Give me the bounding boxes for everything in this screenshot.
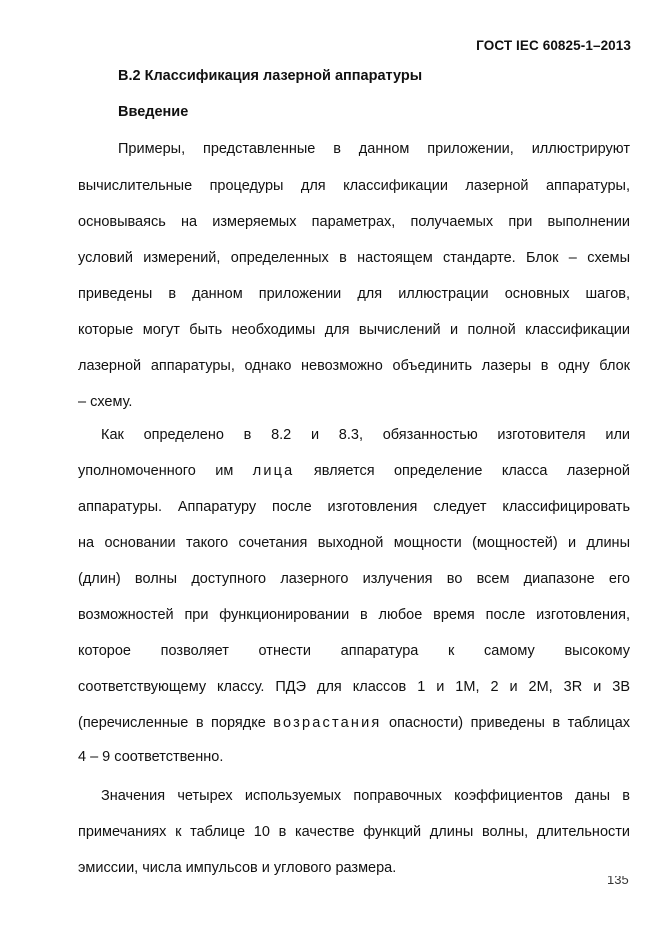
text-fragment: (перечисленные в порядке <box>78 715 266 731</box>
paragraph-1-line: условий измерений, определенных в настоящем стандарте. Блок – схемы <box>78 250 630 266</box>
page-number: 135 <box>607 876 629 884</box>
paragraph-1-line: приведены в данном приложении для иллюстрации основных шагов, <box>78 286 630 302</box>
paragraph-2-line: аппаратуры. Аппаратуру после изготовления следует классифицировать <box>78 499 630 515</box>
standard-header: ГОСТ IEC 60825-1–2013 <box>476 38 631 53</box>
paragraph-1-line: – схему. <box>78 394 133 410</box>
text-fragment: уполномоченного им <box>78 463 234 479</box>
paragraph-2-line: Как определено в 8.2 и 8.3, обязанностью изготовителя или <box>101 427 630 443</box>
paragraph-3-line: примечаниях к таблице 10 в качестве функций длины волны, длительности <box>78 824 630 840</box>
paragraph-1-line: вычислительные процедуры для классификации лазерной аппаратуры, <box>78 178 630 194</box>
paragraph-2-line: (длин) волны доступного лазерного излучения во всем диапазоне его <box>78 571 630 587</box>
paragraph-2-line: на основании такого сочетания выходной мощности (мощностей) и длины <box>78 535 630 551</box>
subsection-title: Введение <box>118 104 189 120</box>
paragraph-1-line: лазерной аппаратуры, однако невозможно объединить лазеры в одну блок <box>78 358 630 374</box>
paragraph-3-line: Значения четырех используемых поправочных коэффициентов даны в <box>101 788 630 804</box>
spaced-word: возрастания <box>273 715 382 731</box>
text-fragment: опасности) приведены в таблицах <box>389 715 631 731</box>
paragraph-2-line: возможностей при функционировании в любое время после изготовления, <box>78 607 630 623</box>
paragraph-1-line: которые могут быть необходимы для вычислений и полной классификации <box>78 322 630 338</box>
paragraph-2-line: которое позволяет отнести аппаратура к самому высокому <box>78 643 630 659</box>
text-fragment: является определение класса лазерной <box>313 463 630 479</box>
paragraph-2-line: соответствующему классу. ПДЭ для классов 1 и 1М, 2 и 2М, 3R и 3В <box>78 679 630 695</box>
paragraph-1-line: основываясь на измеряемых параметрах, получаемых при выполнении <box>78 214 630 230</box>
spaced-word: лица <box>252 463 295 479</box>
paragraph-2-line: 4 – 9 соответственно. <box>78 749 224 765</box>
paragraph-2-line <box>78 463 630 479</box>
section-title: B.2 Классификация лазерной аппаратуры <box>118 68 423 84</box>
paragraph-2-line <box>78 715 630 731</box>
paragraph-3-line: эмиссии, числа импульсов и углового размера. <box>78 860 397 876</box>
paragraph-1-line: Примеры, представленные в данном приложении, иллюстрируют <box>118 141 630 157</box>
